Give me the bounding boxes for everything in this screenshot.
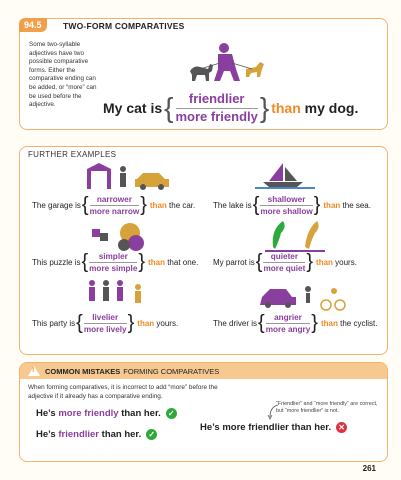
example-rest: yours. — [335, 258, 357, 267]
example-option-2: more narrow — [89, 207, 140, 216]
common-mistakes-header — [20, 363, 387, 379]
example-rest: the cyclist. — [340, 319, 378, 328]
example-driver: The driver is { angrier more angry } than the cyclist. — [213, 312, 378, 334]
example-option-2: more lively — [83, 325, 127, 334]
example-garage: The garage is { narrower more narrow } than the car. — [32, 194, 196, 216]
example-before: This puzzle is — [32, 258, 81, 267]
mistakes-explanation: When forming comparatives, it is incorrect to add “more” before the adjective if it already has a comparative ending. — [28, 384, 218, 400]
pointer-arrow-icon — [266, 403, 280, 421]
main-rest: my dog. — [304, 100, 359, 117]
main-option-2: more friendly — [175, 108, 258, 124]
example-rest: yours. — [156, 319, 179, 328]
example-option-1: narrower — [96, 194, 132, 204]
example-than: than — [323, 201, 341, 210]
line2-start: He’s — [36, 429, 56, 440]
warning-icon — [28, 366, 40, 376]
example-before: The lake is — [213, 201, 252, 210]
line1-start: He’s — [36, 408, 56, 419]
example-option-2: more quiet — [263, 264, 306, 273]
example-than: than — [316, 258, 333, 267]
example-option-2: more shallow — [260, 207, 313, 216]
example-before: The garage is — [32, 201, 81, 210]
section-badge: 94.5 — [19, 18, 47, 32]
main-before: My cat is — [103, 100, 163, 117]
correct-example-1 — [36, 408, 177, 419]
mistakes-note: “Friendlier” and “more friendly” are correct, but “more friendlier” is not. — [276, 401, 378, 414]
check-icon: ✓ — [166, 408, 177, 419]
example-than: than — [137, 319, 155, 328]
mistakes-label-rest: FORMING COMPARATIVES — [123, 366, 220, 376]
correct-example-2 — [36, 429, 157, 440]
example-than: than — [148, 258, 165, 267]
example-than: than — [149, 201, 167, 210]
example-before: The driver is — [213, 319, 258, 328]
line2-end: than her. — [101, 429, 142, 440]
line2-comparative: friendlier — [58, 429, 100, 440]
section-title: TWO-FORM COMPARATIVES — [63, 21, 185, 31]
sailboat-icon — [255, 161, 315, 189]
line1-end: than her. — [121, 408, 161, 419]
man-walking-dogs-icon — [180, 41, 275, 89]
example-rest: the car. — [169, 201, 196, 210]
main-example — [103, 92, 358, 125]
example-rest: the sea. — [342, 201, 371, 210]
further-examples-panel — [19, 146, 388, 355]
example-before: This party is — [32, 319, 76, 328]
incorrect-example — [200, 422, 347, 433]
example-option-1: angrier — [274, 312, 302, 322]
main-than: than — [271, 100, 301, 117]
main-options — [162, 92, 271, 125]
example-option-1: livelier — [92, 312, 119, 322]
example-option-1: shallower — [267, 194, 306, 204]
check-icon: ✓ — [146, 429, 157, 440]
driver-and-cyclist-icon — [258, 283, 348, 311]
cross-icon: ✕ — [336, 422, 347, 433]
common-mistakes-panel — [19, 362, 388, 462]
example-than: than — [320, 319, 338, 328]
party-people-icon — [82, 277, 152, 309]
main-option-1: friendlier — [188, 91, 245, 106]
further-examples-title: FURTHER EXAMPLES — [28, 150, 117, 159]
example-option-2: more angry — [265, 325, 311, 334]
example-before: My parrot is — [213, 258, 255, 267]
example-rest: that one. — [167, 258, 199, 267]
example-lake: The lake is { shallower more shallow } than the sea. — [213, 194, 371, 216]
garage-and-car-icon — [85, 161, 175, 191]
example-option-1: quieter — [270, 251, 299, 261]
example-option-1: simpler — [98, 251, 128, 261]
line1-comparative: more friendly — [58, 408, 119, 419]
parrots-icon — [265, 217, 325, 253]
line3-text: He’s more friendlier than her. — [200, 422, 332, 433]
two-form-comparatives-panel — [19, 18, 388, 130]
example-parrot: My parrot is { quieter more quiet } than yours. — [213, 251, 357, 273]
mistakes-label-bold: COMMON MISTAKES — [45, 366, 121, 376]
right-brace: } — [259, 92, 270, 124]
example-option-2: more simple — [89, 264, 138, 273]
example-puzzle: This puzzle is { simpler more simple } than that one. — [32, 251, 199, 273]
example-party: This party is { livelier more lively } than yours. — [32, 312, 179, 334]
page-number: 261 — [362, 464, 376, 473]
puzzle-pieces-icon — [90, 219, 150, 255]
left-brace: { — [164, 92, 174, 124]
intro-note: Some two-syllable adjectives have two possible comparative forms. Either the comparative ending can be added, or “more” can be used before the adjective. — [29, 41, 97, 109]
